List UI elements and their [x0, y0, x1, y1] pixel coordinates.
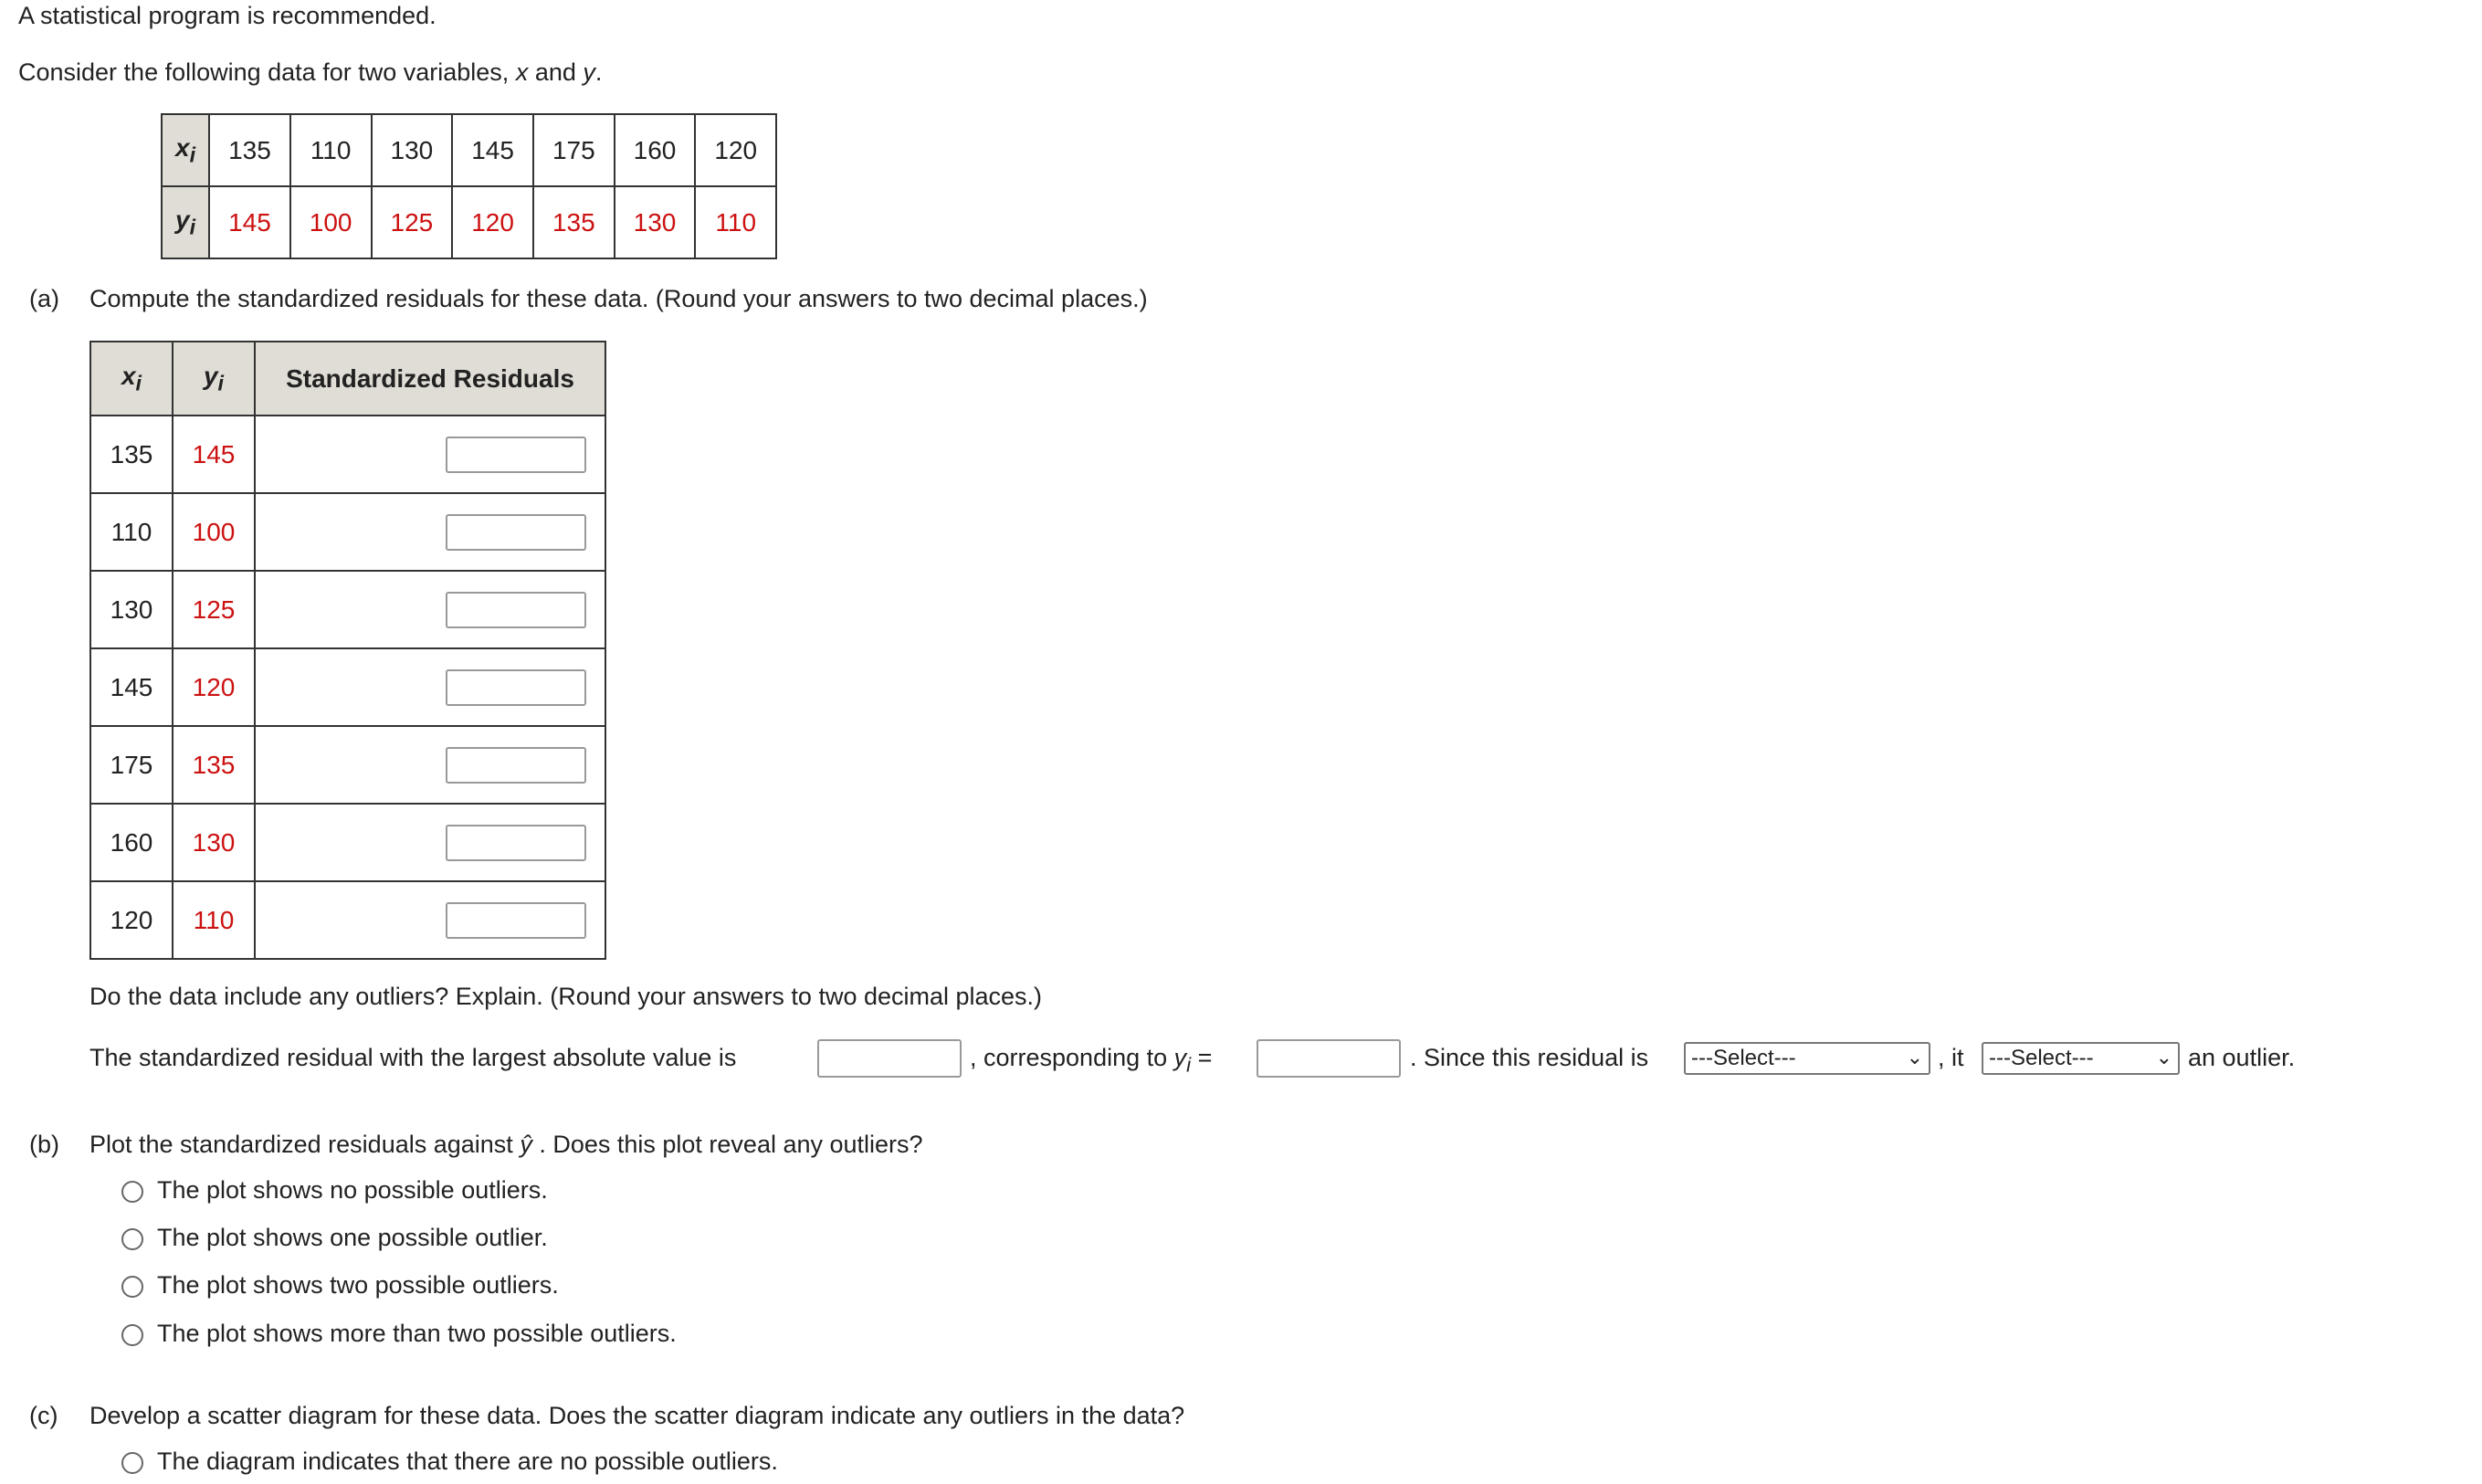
option-label: The plot shows one possible outlier.: [157, 1224, 548, 1251]
row-y: 145: [173, 416, 255, 493]
residuals-table: [89, 341, 606, 960]
row-x: 130: [90, 571, 173, 648]
y-value: 130: [615, 186, 696, 258]
col-resid-header: Standardized Residuals: [255, 342, 605, 416]
resid-cell: [255, 571, 605, 648]
resid-input[interactable]: [446, 825, 586, 861]
part-a-question: Compute the standardized residuals for these data. (Round your answers to two decimal places.): [89, 285, 1148, 312]
resid-cell: [255, 804, 605, 881]
part-b-label: (b): [29, 1131, 59, 1158]
radio-b-option-3[interactable]: [121, 1276, 143, 1298]
x-value: 160: [615, 114, 696, 186]
x-value: 110: [290, 114, 372, 186]
row-x: 135: [90, 416, 173, 493]
resid-cell: [255, 726, 605, 804]
outlier-verdict-select[interactable]: [1982, 1042, 2180, 1075]
x-value: 120: [695, 114, 776, 186]
sentence-part-4: , it: [1938, 1044, 1964, 1071]
resid-input[interactable]: [446, 592, 586, 628]
resid-cell: [255, 648, 605, 726]
y-value: 110: [695, 186, 776, 258]
table-row: [90, 881, 605, 959]
y-value: 100: [290, 186, 372, 258]
x-value: 130: [372, 114, 453, 186]
part-b-question: Plot the standardized residuals against ŷ . Does this plot reveal any outliers?: [89, 1131, 923, 1158]
radio-b-option-2[interactable]: [121, 1228, 143, 1250]
resid-input[interactable]: [446, 902, 586, 939]
sentence-part-3: . Since this residual is: [1410, 1044, 1649, 1071]
table-row: [90, 648, 605, 726]
row-x: 110: [90, 493, 173, 571]
resid-cell: [255, 416, 605, 493]
option-label: The plot shows no possible outliers.: [157, 1176, 548, 1204]
radio-b-option-4[interactable]: [121, 1324, 143, 1346]
table-row: [90, 571, 605, 648]
part-a-label: (a): [29, 285, 59, 312]
x-header: $x_i$: [162, 114, 209, 186]
y-value: 125: [372, 186, 453, 258]
row-x: 120: [90, 881, 173, 959]
col-x-header: $x_i$: [90, 342, 173, 416]
option-label: The plot shows two possible outliers.: [157, 1271, 559, 1299]
table-row: [90, 726, 605, 804]
y-value: 135: [533, 186, 615, 258]
col-y-header: $y_i$: [173, 342, 255, 416]
resid-cell: [255, 881, 605, 959]
table-row: [90, 804, 605, 881]
y-value: 120: [452, 186, 533, 258]
residuals-header-row: [90, 342, 605, 416]
data-table-x-row: [162, 114, 776, 186]
y-value: 145: [209, 186, 290, 258]
row-y: 135: [173, 726, 255, 804]
data-table: [161, 113, 777, 259]
intro-line-1: A statistical program is recommended.: [18, 2, 436, 29]
row-x: 145: [90, 648, 173, 726]
sentence-part-2: , corresponding to $y_i$ =: [970, 1044, 1213, 1077]
resid-input[interactable]: [446, 514, 586, 551]
row-x: 160: [90, 804, 173, 881]
intro-line-2: Consider the following data for two variables, x and y.: [18, 58, 603, 86]
y-value-input[interactable]: [1257, 1039, 1401, 1078]
largest-residual-input[interactable]: [817, 1039, 962, 1078]
residual-comparison-select[interactable]: [1684, 1042, 1930, 1075]
resid-input[interactable]: [446, 669, 586, 706]
sentence-part-5: an outlier.: [2188, 1044, 2296, 1071]
outlier-question: Do the data include any outliers? Explain. (Round your answers to two decimal places.): [89, 983, 1043, 1010]
row-y: 120: [173, 648, 255, 726]
x-value: 135: [209, 114, 290, 186]
row-x: 175: [90, 726, 173, 804]
chevron-down-icon: ⌄: [1906, 1046, 1923, 1068]
table-row: [90, 416, 605, 493]
sentence-part-1: The standardized residual with the largest absolute value is: [89, 1044, 737, 1071]
row-y: 110: [173, 881, 255, 959]
x-value: 145: [452, 114, 533, 186]
part-c-label: (c): [29, 1402, 58, 1429]
row-y: 125: [173, 571, 255, 648]
row-y: 100: [173, 493, 255, 571]
radio-c-option-1[interactable]: [121, 1452, 143, 1474]
select-value: ---Select---: [1691, 1046, 1796, 1070]
resid-cell: [255, 493, 605, 571]
x-value: 175: [533, 114, 615, 186]
option-label: The plot shows more than two possible outliers.: [157, 1320, 677, 1347]
resid-input[interactable]: [446, 747, 586, 784]
part-c-question: Develop a scatter diagram for these data. Does the scatter diagram indicate any outliers in the data?: [89, 1402, 1185, 1429]
radio-b-option-1[interactable]: [121, 1181, 143, 1203]
y-header: $y_i$: [162, 186, 209, 258]
select-value: ---Select---: [1989, 1046, 2094, 1070]
option-label: The diagram indicates that there are no possible outliers.: [157, 1447, 778, 1475]
row-y: 130: [173, 804, 255, 881]
data-table-y-row: [162, 186, 776, 258]
table-row: [90, 493, 605, 571]
chevron-down-icon: ⌄: [2155, 1046, 2172, 1068]
resid-input[interactable]: [446, 437, 586, 473]
